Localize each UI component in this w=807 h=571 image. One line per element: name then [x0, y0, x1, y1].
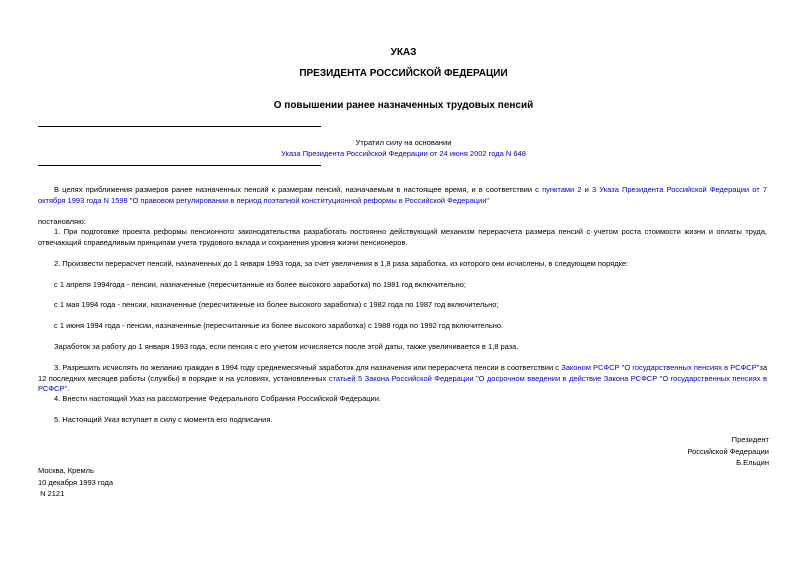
- item-5: 5. Настоящий Указ вступает в силу с момента его подписания.: [54, 415, 273, 424]
- preamble-paragraph: [38, 185, 767, 206]
- item-2-note: Заработок за работу до 1 января 1993 года, если пенсия с его учетом исчисляется после этой даты, также увеличивается в 1,8 раза.: [54, 342, 519, 351]
- repeal-decree-link[interactable]: Указа Президента Российской Федерации от 24 июня 2002 года N 648: [281, 149, 526, 158]
- preamble-text-2: и: [581, 185, 592, 194]
- preamble-link-decree-1598[interactable]: 3 Указа Президента Российской Федерации от 7 октября 1993 года N 1598 "О правовом регулировании в период поэтапной конституционной реформы в Российской Федерации": [38, 185, 767, 205]
- status-link-wrap: [0, 149, 807, 159]
- signature-country: Российской Федерации: [687, 446, 769, 456]
- signature-name: Б.Ельцин: [736, 458, 769, 467]
- item-3: [38, 363, 767, 395]
- item-3-text-3: .: [67, 384, 70, 393]
- place-date: 10 декабря 1993 года: [38, 477, 114, 487]
- decree-number: N 2121: [38, 489, 65, 498]
- signature-block: [687, 434, 769, 469]
- item-2-stage-1: с 1 апреля 1994года - пенсии, назначенные (пересчитанные из более высокого заработка) по 1981 год включительно;: [54, 280, 466, 289]
- doc-type-title: УКАЗ: [390, 47, 417, 58]
- preamble-link-points[interactable]: пунктами 2: [542, 185, 582, 194]
- item-2: 2. Произвести перерасчет пенсий, назначенных до 1 января 1993 года, за счет увеличения в 1,8 раза заработка, из которого они исчислены, в следующем порядке:: [54, 259, 629, 268]
- item-4: 4. Внести настоящий Указ на рассмотрение Федерального Собрания Российской Федерации.: [54, 394, 382, 403]
- item-2-stage-3: с 1 июня 1994 года - пенсии, назначенные (пересчитанные из более высокого заработка) с 1988 года по 1992 год включительно.: [54, 321, 504, 330]
- item-1: 1. При подготовке проекта реформы пенсионного законодательства разработать постоянно действующий механизм перерасчета размера пенсий с учетом роста стоимости жизни и оплаты труда, отвечающий справедливым принципам учета трудового вклада и сохранения уровня жизни пенсионеров.: [38, 227, 767, 247]
- status-line: Утратил силу на основании: [355, 138, 452, 147]
- item-3-link-article-5[interactable]: статьей 5 Закона Российской Федерации "О досрочном введении в действие Закона РСФСР "О государственных пенсиях в РСФСР": [38, 373, 767, 393]
- item-2-stage-2: с 1 мая 1994 года - пенсии, назначенные (пересчитанные из более высокого заработка) с 1982 года по 1987 год включительно;: [54, 300, 499, 309]
- preamble-text-1: В целях приближения размеров ранее назначенных пенсий к размерам пенсий, назначаемым в настоящее время, и в соответствии с: [54, 185, 543, 194]
- decree-word: постановляю:: [38, 217, 86, 226]
- issuer-title: ПРЕЗИДЕНТА РОССИЙСКОЙ ФЕДЕРАЦИИ: [299, 68, 508, 79]
- divider-bottom: [38, 165, 321, 166]
- item-3-text-2: за 12 последних месяцев работы (службы) в порядке и на условиях, установленных: [38, 363, 767, 383]
- doc-subject-title: О повышении ранее назначенных трудовых пенсий: [273, 100, 534, 111]
- item-3-link-pension-law[interactable]: Законом РСФСР "О государственных пенсиях в РСФСР": [561, 363, 760, 372]
- place-city: Москва, Кремль: [38, 466, 94, 475]
- place-date-block: [38, 465, 113, 500]
- divider-top: [38, 126, 321, 127]
- item-3-text-1: 3. Разрешить исчислять по желанию граждан в 1994 году среднемесячный заработок для назначения или перерасчета пенсии в соответствии с: [54, 363, 562, 372]
- signature-title: Президент: [731, 435, 769, 444]
